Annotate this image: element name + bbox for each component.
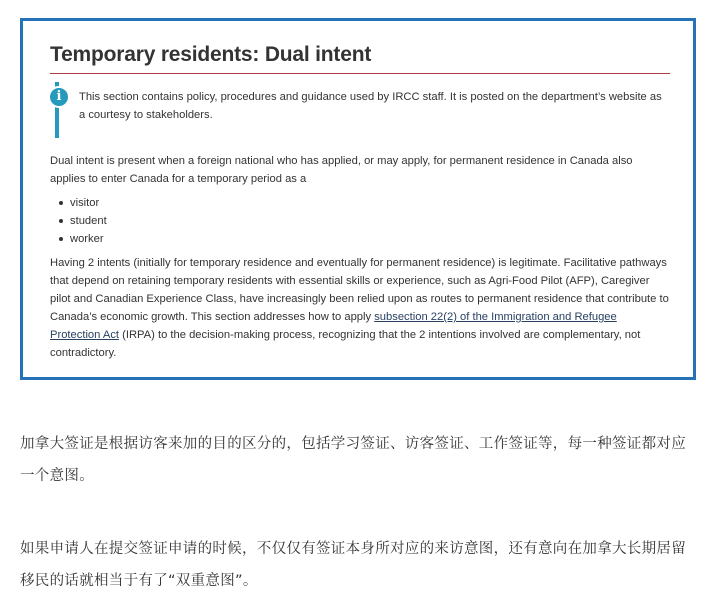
irpa-subsection-link[interactable]: subsection 22(2) of the Immigration and Refugee Protection Act <box>50 311 617 341</box>
temporary-purpose-list <box>50 194 670 248</box>
panel-content <box>50 21 670 362</box>
page-title: Temporary residents: Dual intent <box>50 43 670 74</box>
screenshot-panel <box>20 18 696 380</box>
staff-notice <box>55 82 670 138</box>
dual-intent-paragraph <box>50 254 670 362</box>
paragraph-text-before: Having 2 intents (initially for temporary residence and eventually for permanent residence) is legitimate. Facilitative pathways that depend on retaining temporary residents with essential skills or experience, such as Agri-Food Pilot (AFP), Caregiver pilot and Canadian Experience Class, have increasingly been relied upon as routes to permanent residence that contribute to Canada’s economic growth. This section addresses how to apply <box>50 257 669 323</box>
notice-text: This section contains policy, procedures and guidance used by IRCC staff. It is posted on the department’s website as a courtesy to stakeholders. <box>79 91 662 121</box>
info-icon: i <box>48 86 70 108</box>
list-item: student <box>70 212 670 230</box>
list-item: visitor <box>70 194 670 212</box>
list-item: worker <box>70 230 670 248</box>
article-paragraph-2: 如果申请人在提交签证申请的时候，不仅仅有签证本身所对应的来访意图，还有意向在加拿大长期居留移民的话就相当于有了“双重意图”。 <box>20 541 686 589</box>
article-paragraph-1: 加拿大签证是根据访客来加的目的区分的，包括学习签证、访客签证、工作签证等，每一种签证都对应一个意图。 <box>20 436 686 484</box>
intro-paragraph: Dual intent is present when a foreign national who has applied, or may apply, for permanent residence in Canada also applies to enter Canada for a temporary period as a <box>50 155 633 185</box>
paragraph-text-after: (IRPA) to the decision-making process, recognizing that the 2 intentions involved are complementary, not contradictory. <box>50 329 641 359</box>
